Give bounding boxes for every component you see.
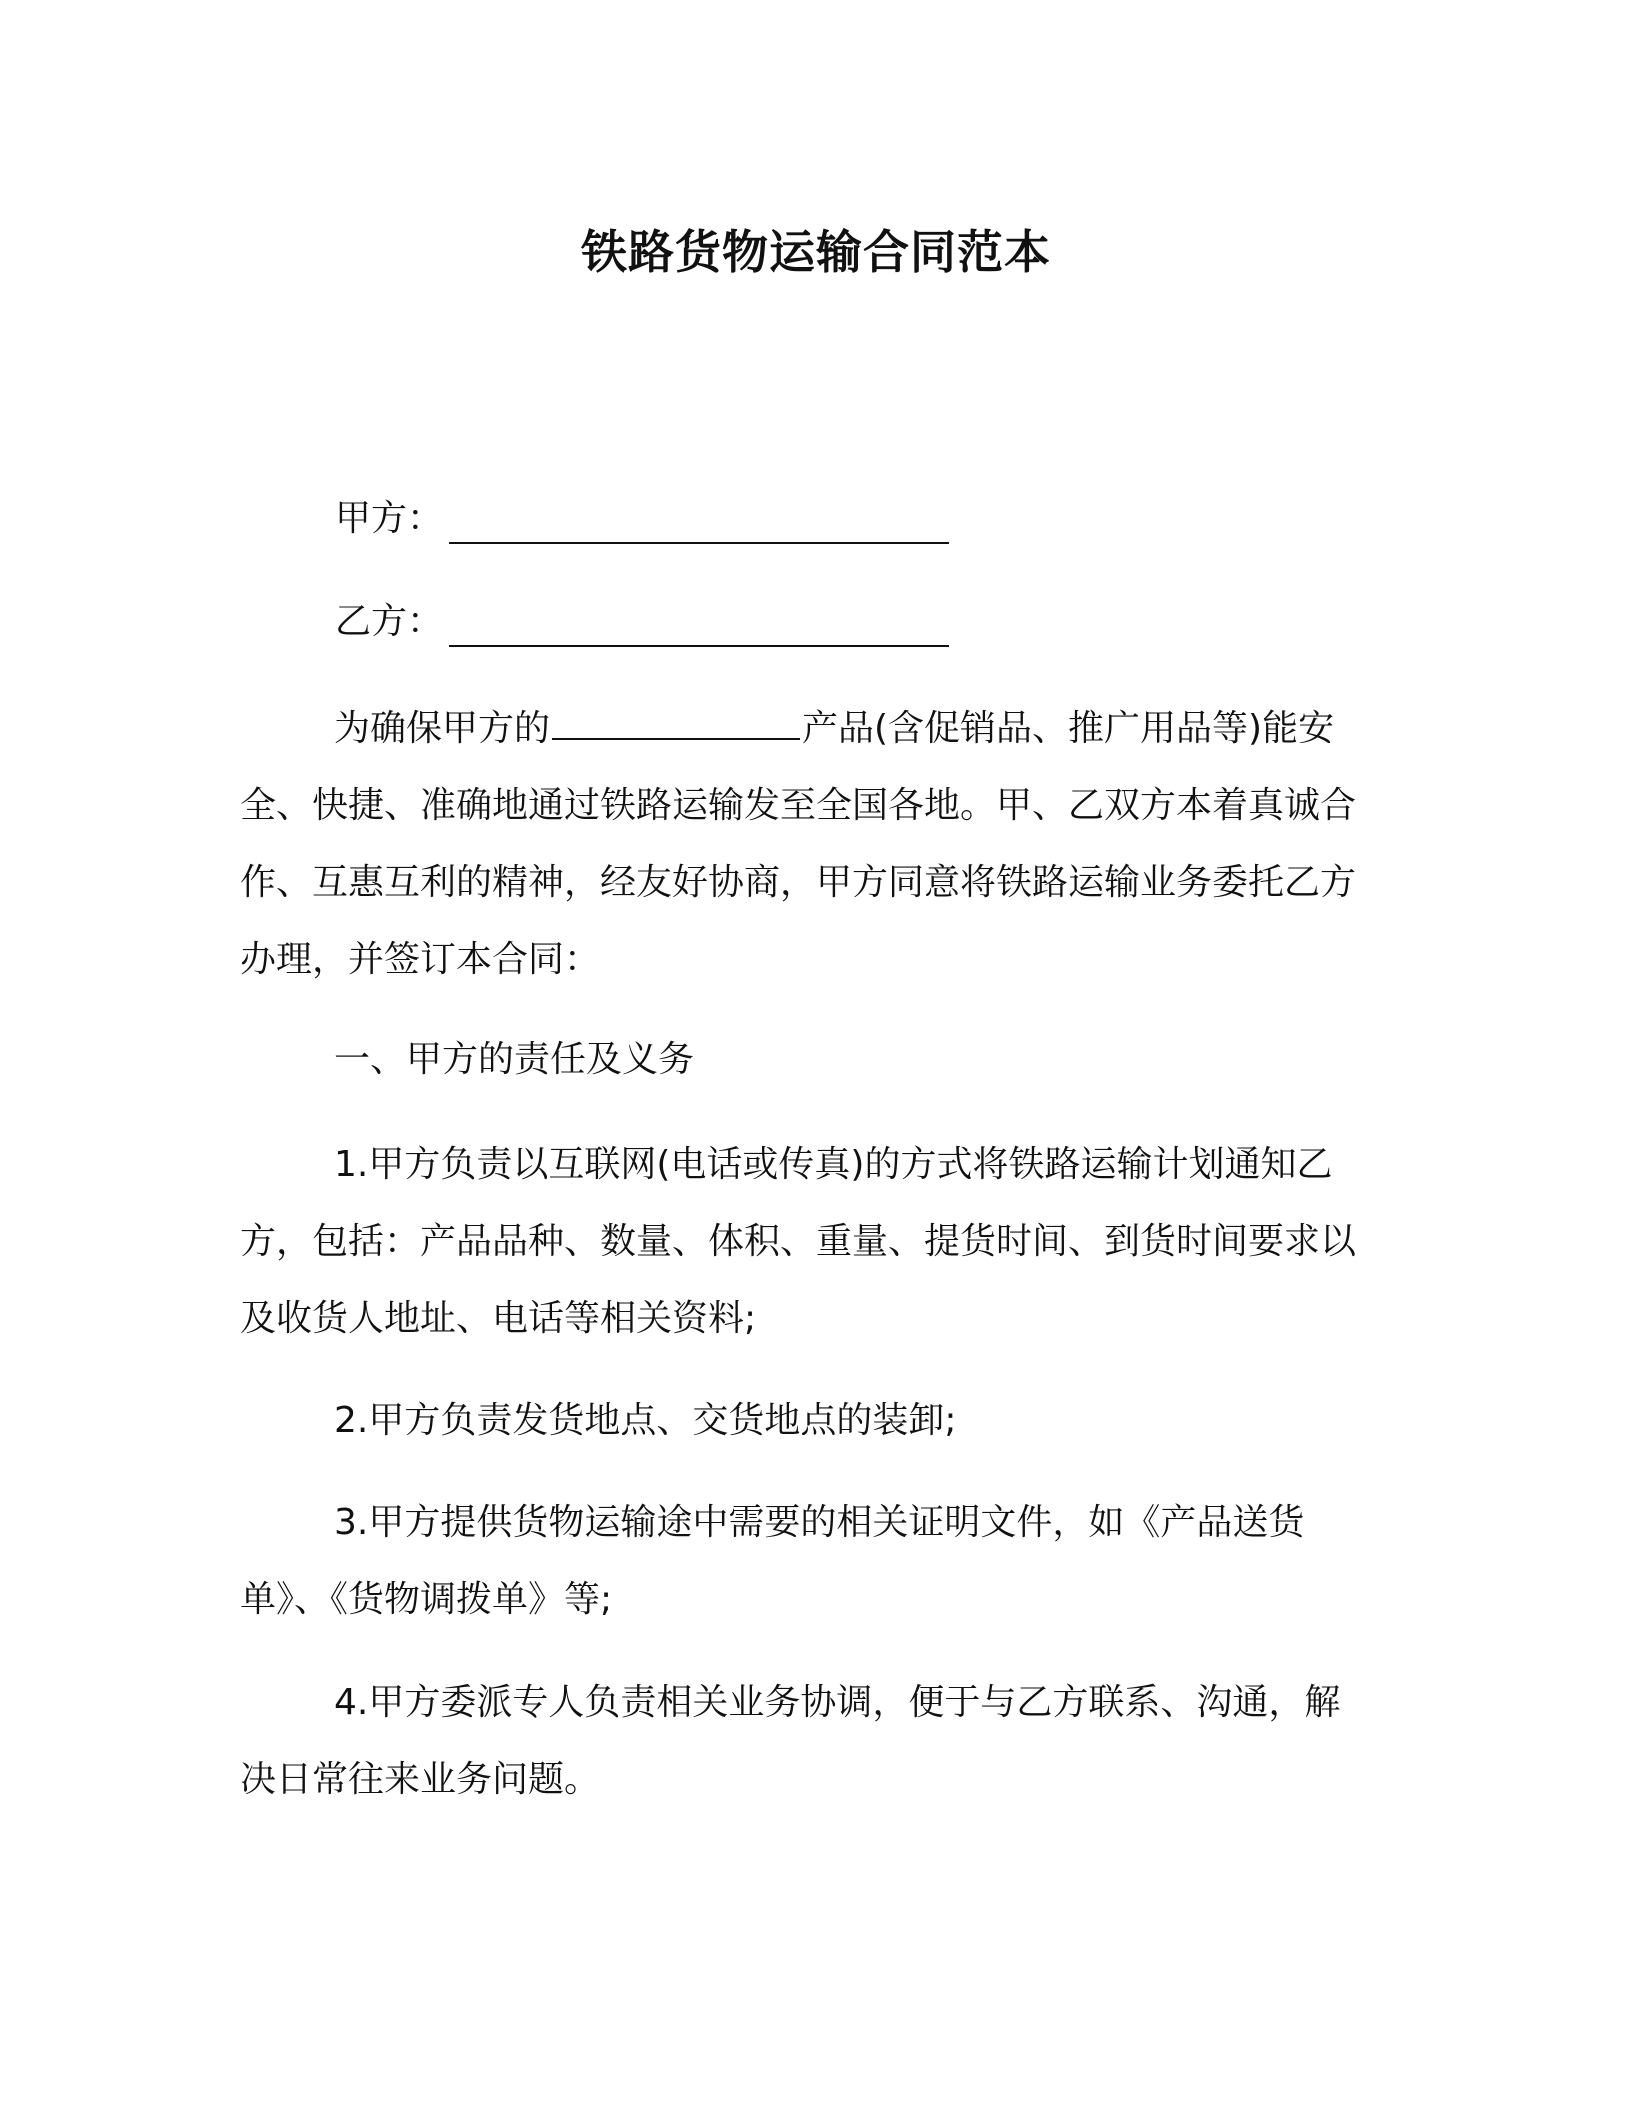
list-item: 2.甲方负责发货地点、交货地点的装卸; — [334, 1400, 957, 1441]
list-item: 1.甲方负责以互联网(电话或传真)的方式将铁路运输计划通知乙方，包括：产品品种、数量、体积、重量、提货时间、到货时间要求以及收货人地址、电话等相关资料; — [240, 1144, 1357, 1339]
section-1-heading: 一、甲方的责任及义务 — [334, 1039, 695, 1080]
intro-text-before-blank: 为确保甲方的 — [334, 708, 551, 749]
product-blank-line — [552, 702, 800, 740]
party-b-field — [335, 597, 949, 647]
party-b-blank-line — [449, 605, 949, 647]
intro-paragraph — [240, 690, 1370, 998]
list-item: 4.甲方委派专人负责相关业务协调，便于与乙方联系、沟通，解决日常往来业务问题。 — [240, 1682, 1341, 1800]
document-title: 铁路货物运输合同范本 — [581, 225, 1051, 279]
list-item: 3.甲方提供货物运输途中需要的相关证明文件，如《产品送货单》、《货物调拨单》等; — [240, 1502, 1305, 1620]
party-a-blank-line — [449, 502, 949, 544]
party-a-separator: ： — [407, 498, 444, 539]
party-b-separator: ： — [407, 601, 444, 642]
party-b-label: 乙方 — [335, 601, 408, 642]
intro-text-after-blank: 产品(含促销品、推广用品等)能安全、快捷、准确地通过铁路运输发至全国各地。甲、乙双方本着真诚合作、互惠互利的精神，经友好协商，甲方同意将铁路运输业务委托乙方办理，并签订本合同： — [240, 708, 1357, 980]
party-a-label: 甲方 — [335, 498, 408, 539]
party-a-field — [335, 494, 949, 544]
